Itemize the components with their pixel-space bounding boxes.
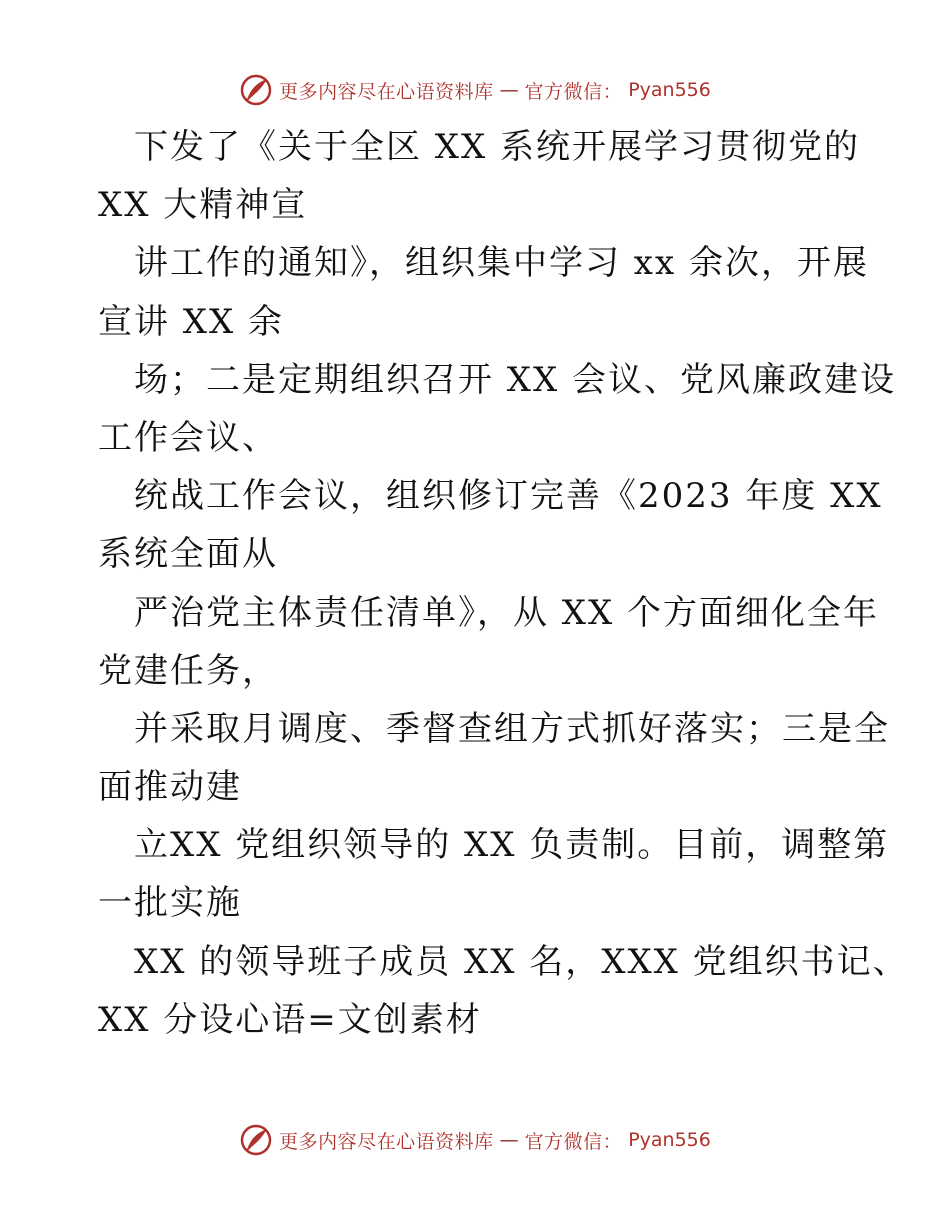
watermark-handle: Pyan556 — [628, 1129, 711, 1151]
watermark-wechat-label: 官方微信： — [524, 1130, 623, 1153]
watermark-separator: — — [499, 1129, 519, 1151]
document-line: 一批实施 — [98, 883, 242, 924]
feather-pen-logo-icon — [239, 73, 273, 107]
document-line: 讲工作的通知》，组织集中学习 xx 余次，开展 — [134, 243, 869, 284]
document-line: XX 大精神宣 — [98, 185, 308, 226]
document-line: 宣讲 XX 余 — [98, 301, 285, 342]
document-line: 工作会议、 — [98, 417, 278, 458]
watermark-separator: — — [499, 79, 519, 101]
watermark-wechat-label: 官方微信： — [524, 80, 623, 103]
document-line: 党建任务， — [98, 650, 278, 691]
document-line: 面推动建 — [98, 767, 242, 808]
page-header-watermark — [0, 72, 950, 108]
document-line: XX 的领导班子成员 XX 名，XXX 党组织书记、 — [134, 941, 909, 982]
document-line: 场；二是定期组织召开 XX 会议、党风廉政建设 — [134, 359, 897, 400]
document-line: XX 分设心语=文创素材 — [98, 999, 482, 1040]
document-line: 下发了《关于全区 XX 系统开展学习贯彻党的 — [134, 127, 861, 167]
watermark-handle: Pyan556 — [628, 79, 711, 101]
document-line: 系统全面从 — [98, 534, 278, 575]
watermark-brand-text: 更多内容尽在心语资料库 — [279, 80, 494, 103]
page-footer-watermark — [0, 1122, 950, 1158]
document-line: 统战工作会议，组织修订完善《2023 年度 XX — [134, 476, 883, 517]
feather-pen-logo-icon — [239, 1123, 273, 1157]
document-line: 立XX 党组织领导的 XX 负责制。目前，调整第 — [134, 825, 890, 866]
document-line: 严治党主体责任清单》，从 XX 个方面细化全年 — [134, 592, 880, 633]
watermark-brand-text: 更多内容尽在心语资料库 — [279, 1130, 494, 1153]
document-body — [98, 118, 909, 1049]
document-line: 并采取月调度、季督查组方式抓好落实；三是全 — [134, 708, 890, 749]
